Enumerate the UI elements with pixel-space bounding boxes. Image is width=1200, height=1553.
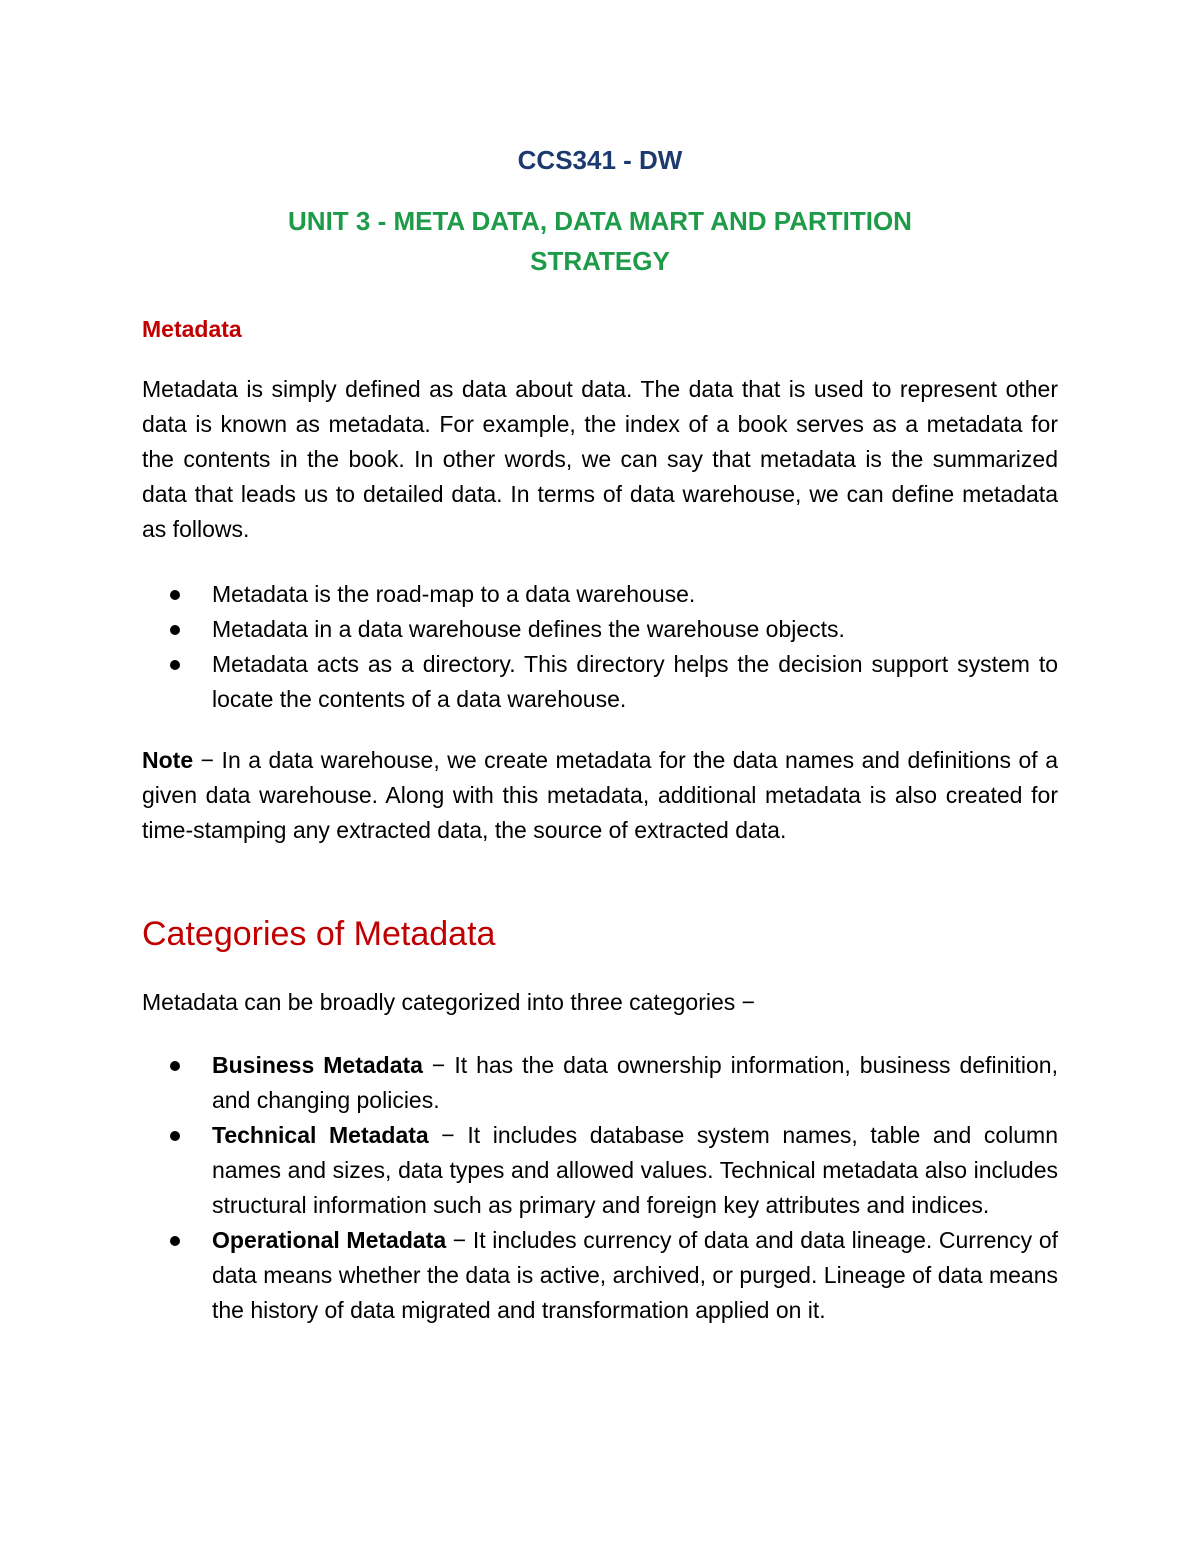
- category-term: Technical Metadata: [212, 1122, 429, 1148]
- metadata-bullet-list: [142, 577, 1058, 717]
- note-text: − In a data warehouse, we create metadata for the data names and definitions of a given data warehouse. Along with this metadata, additional metadata is also created for time-stamping any extracted data, the source of extracted data.: [142, 747, 1058, 843]
- unit-title: [142, 201, 1058, 281]
- categories-intro-paragraph: Metadata can be broadly categorized into three categories −: [142, 989, 756, 1015]
- note-label: Note: [142, 747, 194, 773]
- category-description: − It has the data ownership information, business definition, and changing policies.: [212, 1052, 1058, 1113]
- metadata-intro-paragraph: Metadata is simply defined as data about data. The data that is used to represent other data is known as metadata. For example, the index of a book serves as a metadata for the contents in the book. In other words, we can say that metadata is the summarized data that leads us to detailed data. In terms of data warehouse, we can define metadata as follows.: [142, 376, 1058, 542]
- category-description: − It includes database system names, table and column names and sizes, data types and allowed values. Technical metadata also includes structural information such as primary and foreign key attributes and indices.: [212, 1122, 1058, 1218]
- list-item: [142, 612, 1058, 647]
- list-item: [142, 577, 1058, 612]
- unit-title-line-1: UNIT 3 - META DATA, DATA MART AND PARTITION: [288, 206, 912, 236]
- categories-heading: Categories of Metadata: [142, 915, 496, 953]
- list-item: [142, 1118, 1058, 1223]
- course-title: CCS341 - DW: [517, 145, 683, 175]
- list-item: [142, 1048, 1058, 1118]
- category-description: − It includes currency of data and data lineage. Currency of data means whether the data is active, archived, or purged. Lineage of data means the history of data migrated and transformation applied on it.: [212, 1227, 1058, 1323]
- bullet-icon: [170, 1131, 180, 1141]
- bullet-icon: [170, 1061, 180, 1071]
- bullet-icon: [170, 1236, 180, 1246]
- list-item: [142, 647, 1058, 717]
- unit-title-line-2: STRATEGY: [530, 246, 670, 276]
- categories-bullet-list: [142, 1048, 1058, 1328]
- metadata-heading: Metadata: [142, 316, 242, 342]
- bullet-icon: [170, 590, 180, 600]
- bullet-icon: [170, 660, 180, 670]
- list-item: [142, 1223, 1058, 1328]
- note-paragraph: [142, 743, 1058, 848]
- category-term: Operational Metadata: [212, 1227, 447, 1253]
- list-item-text: Metadata acts as a directory. This directory helps the decision support system to locate the contents of a data warehouse.: [212, 651, 1058, 712]
- category-term: Business Metadata: [212, 1052, 423, 1078]
- list-item-text: Metadata in a data warehouse defines the warehouse objects.: [212, 616, 845, 642]
- list-item-text: Metadata is the road-map to a data warehouse.: [212, 581, 696, 607]
- bullet-icon: [170, 625, 180, 635]
